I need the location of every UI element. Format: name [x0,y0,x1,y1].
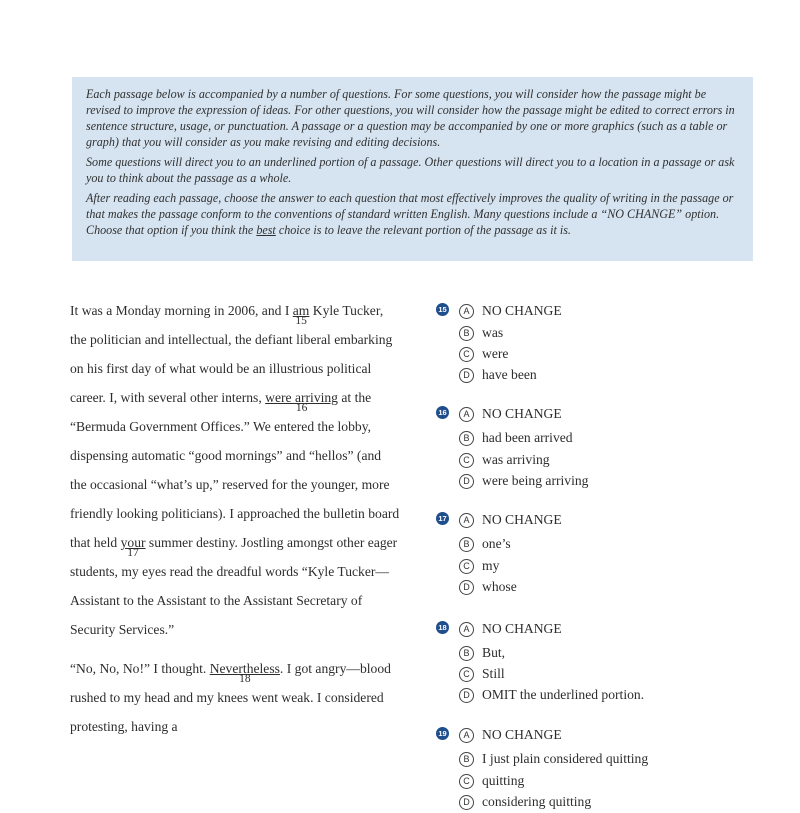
answer-option-c[interactable] [459,772,524,792]
answer-option-b[interactable] [459,750,648,770]
question-number-badge: 15 [436,303,449,316]
option-letter-circle: A [459,304,474,319]
answer-option-d[interactable] [459,686,644,706]
option-letter-circle: D [459,580,474,595]
option-text: OMIT the underlined portion. [482,687,645,702]
option-letter-circle: A [459,622,474,637]
option-text: were [482,346,509,361]
answer-option-a[interactable] [459,511,562,531]
option-text: were being arriving [482,473,589,488]
underlined-portion-18[interactable] [209,661,280,685]
option-letter-circle: A [459,728,474,743]
option-text: NO CHANGE [482,621,562,636]
answer-option-c[interactable] [459,451,550,471]
passage-text: Kyle Tucker, the politician and intellectual, the defiant liberal embarking on his first day of what would be an illustrious political career. I, with several other interns, [70,303,393,405]
answer-option-b[interactable] [459,535,511,555]
option-letter-circle: B [459,537,474,552]
option-letter-circle: C [459,667,474,682]
passage-paragraph [70,296,400,644]
answer-option-c[interactable] [459,557,499,577]
option-letter-circle: B [459,646,474,661]
option-text: Still [482,666,505,681]
instructions-text: After reading each passage, choose the answer to each question that most effectively improves the quality of writing in the passage or that makes the passage conform to the conventions of standard written English. Many questions include a “NO CHANGE” option. Choose that option if you think the [86,191,734,237]
option-letter-circle: B [459,752,474,767]
answer-option-a[interactable] [459,620,562,640]
option-text: was arriving [482,452,550,467]
option-letter-circle: C [459,347,474,362]
underlined-portion-16[interactable] [265,390,338,414]
answer-option-d[interactable] [459,472,588,492]
passage-text: It was a Monday morning in 2006, and I [70,303,293,318]
answer-option-a[interactable] [459,726,562,746]
underlined-portion-17[interactable] [120,535,146,559]
question-ref-15: 15 [295,315,307,327]
question-ref-18: 18 [239,673,251,685]
question-number-badge: 19 [436,727,449,740]
answer-option-c[interactable] [459,665,505,685]
question-ref-16: 16 [295,402,308,414]
option-letter-circle: D [459,795,474,810]
option-text: was [482,325,504,340]
option-letter-circle: C [459,559,474,574]
option-letter-circle: A [459,513,474,528]
passage-paragraph [70,654,400,741]
option-text: considering quitting [482,794,592,809]
option-letter-circle: D [459,688,474,703]
instructions-paragraph [86,190,739,238]
option-text: one’s [482,536,511,551]
option-text: NO CHANGE [482,406,562,421]
passage-text: at the “Bermuda Government Offices.” We entered the lobby, dispensing automatic “good mornings” and “hellos” (and the occasional “what’s up,” reserved for the younger, more friendly looking politicians). I approached the bulletin board that held [70,390,400,550]
option-letter-circle: D [459,368,474,383]
answer-option-b[interactable] [459,429,573,449]
answer-option-a[interactable] [459,302,562,322]
answer-option-c[interactable] [459,345,508,365]
option-letter-circle: B [459,326,474,341]
question-number-badge: 17 [436,512,449,525]
passage-text: summer destiny. Jostling amongst other eager students, my eyes read the dreadful words “Kyle Tucker—Assistant to the Assistant to the Assistant Secretary of Security Services.” [70,535,398,637]
underlined-text: your [120,535,146,550]
option-text: my [482,558,500,573]
option-text: NO CHANGE [482,303,562,318]
answer-option-b[interactable] [459,324,503,344]
underlined-text: were arriving [265,390,338,405]
option-text: had been arrived [482,430,573,445]
passage-text: . I got angry—blood rushed to my head and my knees went weak. I considered protesting, having a [70,661,391,734]
question-ref-17: 17 [127,547,139,559]
option-text: I just plain considered quitting [482,751,649,766]
passage-text: “No, No, No!” I thought. [70,661,210,676]
underlined-text: Nevertheless [209,661,280,676]
underlined-text: am [292,303,310,318]
instructions-paragraph: Some questions will direct you to an underlined portion of a passage. Other questions will direct you to a location in a passage or ask you to think about the passage as a whole. [86,155,735,185]
instructions-emphasis: best [256,223,276,237]
option-text: NO CHANGE [482,512,562,527]
instructions-box [72,77,753,261]
question-number-badge: 18 [436,621,449,634]
option-text: quitting [482,773,525,788]
option-letter-circle: C [459,453,474,468]
passage [70,296,400,741]
option-text: have been [482,367,537,382]
answer-option-a[interactable] [459,405,562,425]
answer-option-b[interactable] [459,644,505,664]
instructions-paragraph: Each passage below is accompanied by a number of questions. For some questions, you will consider how the passage might be revised to improve the expression of ideas. For other questions, you will consider how the passage might be edited to correct errors in sentence structure, usage, or punctuation. A passage or a question may be accompanied by one or more graphics (such as a table or graph) that you will consider as you make revising and editing decisions. [86,87,735,149]
option-letter-circle: C [459,774,474,789]
answer-option-d[interactable] [459,578,517,598]
instructions-text: choice is to leave the relevant portion of the passage as it is. [275,223,571,237]
option-text: NO CHANGE [482,727,562,742]
answer-option-d[interactable] [459,366,537,386]
option-text: whose [482,579,517,594]
option-letter-circle: B [459,431,474,446]
option-text: But, [482,645,506,660]
option-letter-circle: D [459,474,474,489]
option-letter-circle: A [459,407,474,422]
question-number-badge: 16 [436,406,449,419]
answer-option-d[interactable] [459,793,591,813]
underlined-portion-15[interactable] [292,303,310,327]
